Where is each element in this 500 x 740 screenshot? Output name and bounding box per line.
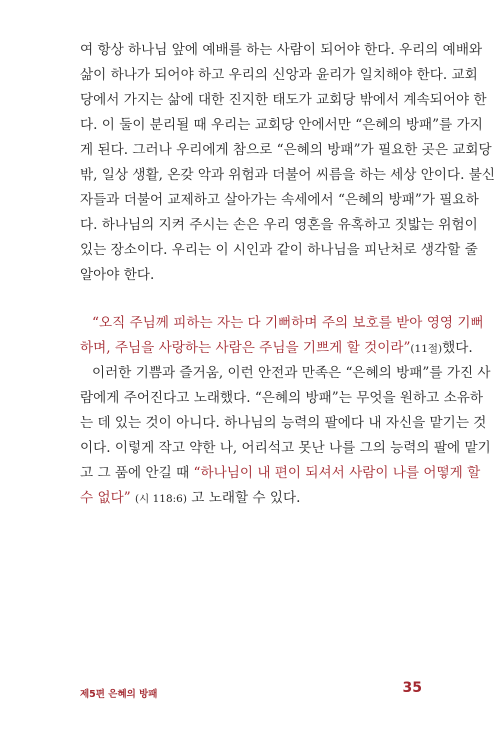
footer-chapter-title: 제5편 은혜의 방패 xyxy=(80,689,158,700)
paragraph1-line-10: 알아야 한다. xyxy=(80,267,155,283)
paragraph1-line-7: 자들과 더불어 교제하고 살아가는 속세에서 “은혜의 방패”가 필요하 xyxy=(80,192,479,208)
paragraph2-line-6 xyxy=(80,488,422,509)
paragraph2-line-3: 는 데 있는 것이 아니다. 하나님의 능력의 팔에다 내 자신을 맡기는 것 xyxy=(80,415,487,431)
paragraph2-line-5-prefix: 고 그 품에 안길 때 xyxy=(80,465,194,481)
paragraph2-line-5 xyxy=(80,463,481,483)
quote-reference: (11절) xyxy=(410,343,443,355)
paragraph2-line-6-tail: 고 노래할 수 있다. xyxy=(186,490,301,506)
paragraph1-line-6: 밖, 일상 생활, 온갖 악과 위험과 더불어 씨름을 하는 세상 안이다. 불신 xyxy=(80,167,496,183)
paragraph1-line-3: 당에서 가지는 삶에 대한 진지한 태도가 교회당 밖에서 계속되어야 한 xyxy=(80,92,487,108)
psalm-reference: (시 118:6) xyxy=(135,493,187,505)
paragraph1-line-5: 게 된다. 그러나 우리에게 참으로 “은혜의 방패”가 필요한 곳은 교회당 xyxy=(80,142,492,158)
page-number: 35 xyxy=(402,680,422,696)
quote-line-2-text: 하며, 주님을 사랑하는 사람은 주님을 기쁘게 할 것이라” xyxy=(80,340,411,356)
quote-line-2 xyxy=(80,338,473,359)
paragraph2-line-2: 람에게 주어진다고 노래했다. “은혜의 방패”는 무엇을 원하고 소유하 xyxy=(80,390,484,406)
quote-tail: 했다. xyxy=(442,340,473,356)
paragraph1-line-2: 삶이 하나가 되어야 하고 우리의 신앙과 윤리가 일치해야 한다. 교회 xyxy=(80,67,478,83)
paragraph1-line-4: 다. 이 둘이 분리될 때 우리는 교회당 안에서만 “은혜의 방패”를 가지 xyxy=(80,117,483,133)
paragraph1-line-1: 여 항상 하나님 앞에 예배를 하는 사람이 되어야 한다. 우리의 예배와 xyxy=(80,42,483,58)
paragraph2-line-1: 이러한 기쁨과 즐거움, 이런 안전과 만족은 “은혜의 방패”를 가진 사 xyxy=(92,365,491,381)
quote-line-1: “오직 주님께 피하는 자는 다 기뻐하며 주의 보호를 받아 영영 기뻐 xyxy=(92,315,484,331)
paragraph2-line-4: 이다. 이렇게 작고 약한 나, 어리석고 못난 나를 그의 능력의 팔에 맡기 xyxy=(80,440,491,456)
psalm-quote-part-2: 수 없다” xyxy=(80,490,131,506)
paragraph1-line-8: 다. 하나님의 지켜 주시는 손은 우리 영혼을 유혹하고 짓밟는 위험이 xyxy=(80,217,478,233)
paragraph1-line-9: 있는 장소이다. 우리는 이 시인과 같이 하나님을 피난처로 생각할 줄 xyxy=(80,242,478,258)
psalm-quote-part-1: “하나님이 내 편이 되셔서 사람이 나를 어떻게 할 xyxy=(193,465,481,481)
